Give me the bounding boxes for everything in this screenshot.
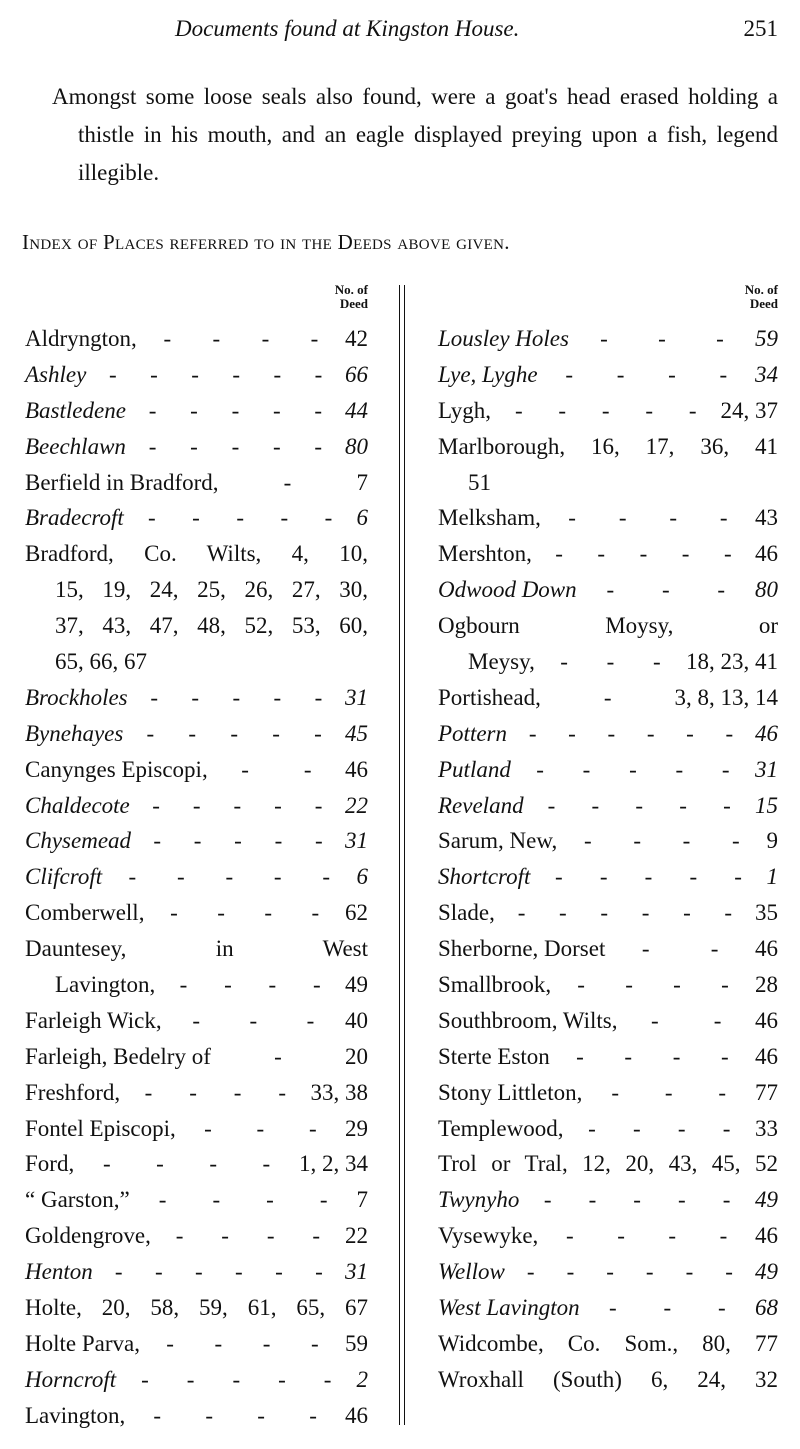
place-name: Sterte Eston: [438, 1043, 550, 1069]
leader-dashes: - -: [241, 756, 312, 782]
leader-dashes: - - - -: [170, 900, 320, 926]
deed-numbers: 46: [755, 720, 778, 746]
deed-numbers: 6: [356, 864, 368, 890]
deed-numbers: 6: [356, 505, 368, 531]
index-entry: [438, 788, 778, 824]
place-name: Canynges Episcopi,: [25, 756, 208, 782]
place-name: Lousley Holes: [438, 326, 569, 351]
leader-dashes: - - - -: [179, 972, 321, 998]
index-entry: [25, 357, 368, 393]
place-name: Comberwell,: [25, 900, 145, 926]
deed-numbers: 24, 37: [720, 397, 778, 423]
index-entry: [438, 895, 778, 931]
deed-numbers: 9: [766, 828, 778, 854]
place-name: Odwood Down: [438, 577, 577, 603]
index-entry: [25, 895, 368, 931]
index-entry: [25, 931, 368, 967]
place-name: Ashley: [25, 361, 87, 387]
index-entry: [25, 1218, 368, 1254]
index-entry: [438, 1218, 778, 1254]
index-entry: [25, 1146, 368, 1182]
leader-dashes: - - - - -: [555, 864, 742, 890]
index-entry: [25, 1362, 368, 1398]
index-entry: [438, 644, 778, 680]
place-name: Ogbourn Moysy, or: [438, 613, 778, 639]
place-name: Ford,: [25, 1151, 75, 1177]
index-entry: [25, 608, 368, 644]
place-name: 37, 43, 47, 48, 52, 53, 60,: [55, 613, 368, 639]
leader-dashes: - - - - - -: [109, 361, 323, 387]
index-entry: [438, 393, 778, 429]
place-name: Chysemead: [25, 828, 132, 854]
deed-numbers: 77: [755, 1079, 778, 1105]
deed-numbers: 2: [356, 1366, 368, 1392]
leader-dashes: - - - - -: [543, 1187, 731, 1213]
place-name: Lygh,: [438, 397, 492, 423]
page-number: 251: [743, 16, 778, 41]
index-entry: [25, 1003, 368, 1039]
place-name: Slade,: [438, 900, 495, 926]
place-name: Chaldecote: [25, 792, 130, 818]
leader-dashes: - - - -: [565, 361, 728, 387]
leader-dashes: - - - - -: [148, 397, 323, 423]
index-entry: [25, 321, 368, 357]
deed-numbers: 28: [755, 972, 778, 998]
leader-dashes: - - - -: [577, 972, 729, 998]
index-entry: [438, 1111, 778, 1147]
deed-numbers: 34: [755, 361, 778, 387]
place-name: Lavington,: [55, 972, 156, 998]
deed-numbers: 22: [345, 792, 368, 818]
leader-dashes: - - - -: [166, 1330, 319, 1356]
index-entry: [438, 859, 778, 895]
place-name: Brockholes: [25, 684, 128, 710]
index-entry: [438, 465, 778, 501]
deed-numbers: 42: [345, 326, 368, 351]
deed-numbers: 66: [345, 361, 368, 387]
index-entry: [25, 788, 368, 824]
index-entry: [25, 716, 368, 752]
index-entry: [25, 967, 368, 1003]
place-name: Henton: [25, 1259, 93, 1285]
deed-numbers: 29: [345, 1115, 368, 1141]
leader-dashes: - - - -: [153, 1402, 317, 1428]
leader-dashes: - - - - - -: [528, 720, 734, 746]
place-name: Mershton,: [438, 541, 532, 567]
leader-dashes: - - - -: [576, 1043, 729, 1069]
index-entry: [25, 1111, 368, 1147]
place-name: Dauntesey, in West: [25, 936, 368, 962]
deed-numbers: 1: [766, 864, 778, 890]
index-entry: [25, 644, 368, 680]
leader-dashes: - - - - -: [141, 1366, 332, 1392]
leader-dashes: - - - - -: [555, 541, 732, 567]
leader-dashes: - - - - -: [536, 756, 730, 782]
place-name: Farleigh, Bedelry of: [25, 1043, 211, 1069]
index-column-left: [25, 283, 368, 1434]
place-name: Vysewyke,: [438, 1223, 539, 1249]
place-name: Sherborne, Dorset: [438, 936, 606, 962]
index-entry: [438, 429, 778, 465]
deed-numbers: 31: [755, 756, 778, 782]
place-name: Templewood,: [438, 1115, 564, 1141]
deed-numbers: 49: [755, 1259, 778, 1285]
leader-dashes: - - - -: [144, 1079, 287, 1105]
place-name: West Lavington: [438, 1295, 580, 1321]
deed-numbers: 15: [755, 792, 778, 818]
index-entry: [25, 823, 368, 859]
index-entry: [438, 500, 778, 536]
deed-numbers: 7: [356, 469, 368, 495]
running-title: Documents found at Kingston House.: [175, 16, 520, 41]
place-name: Bastledene: [25, 397, 126, 423]
deed-numbers: 31: [345, 684, 368, 710]
index-entry: [25, 1290, 368, 1326]
place-name: Beechlawn: [25, 433, 126, 459]
leader-dashes: - - - - -: [148, 505, 333, 531]
index-entry: [438, 1290, 778, 1326]
leader-dashes: - - -: [204, 1115, 317, 1141]
deed-numbers: 7: [356, 1187, 368, 1213]
column-divider: [404, 285, 405, 1425]
index-entry: [25, 680, 368, 716]
place-name: Smallbrook,: [438, 972, 552, 998]
deed-numbers: 40: [345, 1007, 368, 1033]
place-name: Bradecroft: [25, 505, 124, 531]
index-entry: [438, 1326, 778, 1362]
place-name: Wroxhall (South) 6, 24, 32: [438, 1366, 778, 1392]
deed-numbers: 45: [345, 720, 368, 746]
leader-dashes: - - - -: [568, 505, 728, 531]
index-entry: [438, 823, 778, 859]
deed-numbers: 49: [755, 1187, 778, 1213]
leader-dashes: - - -: [609, 1295, 726, 1321]
leader-dashes: - -: [641, 936, 719, 962]
leader-dashes: - - - -: [163, 326, 319, 351]
place-name: Marlborough, 16, 17, 36, 41: [438, 433, 778, 459]
place-name: Southbroom, Wilts,: [438, 1007, 618, 1033]
leader-dashes: - - - - -: [148, 433, 323, 459]
leader-dashes: - - - - -: [514, 397, 697, 423]
place-name: Widcombe, Co. Som., 80, 77: [438, 1330, 778, 1356]
leader-dashes: - - - -: [102, 1151, 271, 1177]
place-name: 65, 66, 67: [55, 649, 147, 675]
place-name: Clifcroft: [25, 864, 103, 890]
leader-dashes: - - -: [560, 649, 661, 675]
place-name: Stony Littleton,: [438, 1079, 583, 1105]
index-entry: [438, 1003, 778, 1039]
index-entry: [25, 1039, 368, 1075]
leader-dashes: - - - -: [175, 1223, 321, 1249]
place-name: Bynehayes: [25, 720, 124, 746]
index-column-right: [438, 283, 778, 1398]
index-entry: [438, 572, 778, 608]
index-entry: [438, 1182, 778, 1218]
place-name: Aldryngton,: [25, 326, 137, 351]
index-entry: [25, 752, 368, 788]
deed-numbers: 59: [755, 326, 778, 351]
leader-dashes: - - - - -: [547, 792, 731, 818]
deed-numbers: 49: [345, 972, 368, 998]
index-entry: [25, 572, 368, 608]
place-name: Twynyho: [438, 1187, 520, 1213]
leader-dashes: - - - - -: [152, 792, 323, 818]
leader-dashes: - - - - -: [153, 828, 323, 854]
deed-numbers: 43: [755, 505, 778, 531]
index-entry: [25, 465, 368, 501]
leader-dashes: - - - -: [584, 828, 740, 854]
index-entry: [438, 357, 778, 393]
deed-numbers: 31: [345, 828, 368, 854]
place-name: Horncroft: [25, 1366, 117, 1392]
leader-dashes: -: [603, 684, 612, 710]
place-name: Wellow: [438, 1259, 505, 1285]
index-entry: [438, 1075, 778, 1111]
place-name: “ Garston,”: [25, 1187, 130, 1213]
index-entry: [25, 1075, 368, 1111]
deed-numbers: 46: [755, 1043, 778, 1069]
leader-dashes: - - - - -: [146, 720, 322, 746]
deed-numbers: 80: [345, 433, 368, 459]
leader-dashes: - - - - - -: [114, 1259, 323, 1285]
place-name: 15, 19, 24, 25, 26, 27, 30,: [55, 577, 368, 603]
leader-dashes: - - - - - -: [517, 900, 733, 926]
place-name: Lavington,: [25, 1402, 126, 1428]
place-name: Bradford, Co. Wilts, 4, 10,: [25, 541, 368, 567]
index-entry: [438, 321, 778, 357]
column-header: No. of Deed: [744, 282, 778, 311]
deed-numbers: 22: [345, 1223, 368, 1249]
leader-dashes: - - -: [606, 577, 726, 603]
index-entry: [438, 716, 778, 752]
deed-numbers: 33: [755, 1115, 778, 1141]
index-entry: [25, 1398, 368, 1434]
index-entry: [25, 500, 368, 536]
seal-paragraph: Amongst some loose seals also found, were a goat's head erased holding a thistle in his mouth, and an eagle displayed preying upon a fish, legend illegible.: [52, 84, 778, 185]
deed-numbers: 46: [755, 936, 778, 962]
place-name: Farleigh Wick,: [25, 1007, 162, 1033]
place-name: Shortcroft: [438, 864, 531, 890]
place-name: Berfield in Bradford,: [25, 469, 219, 495]
place-name: Reveland: [438, 792, 524, 818]
index-entry: [438, 752, 778, 788]
leader-dashes: - - -: [611, 1079, 727, 1105]
deed-numbers: 1, 2, 34: [299, 1151, 368, 1177]
deed-numbers: 46: [755, 1007, 778, 1033]
index-entry: [25, 429, 368, 465]
leader-dashes: - -: [651, 1007, 722, 1033]
index-entry: [438, 680, 778, 716]
leader-dashes: - - -: [600, 326, 724, 351]
place-name: Trol or Tral, 12, 20, 43, 45, 52: [438, 1151, 778, 1177]
place-name: Putland: [438, 756, 511, 782]
deed-numbers: 80: [755, 577, 778, 603]
index-entry: [438, 1254, 778, 1290]
leader-dashes: - - - -: [566, 1223, 728, 1249]
index-entry: [25, 1182, 368, 1218]
leader-dashes: - - - - - -: [526, 1259, 733, 1285]
deed-numbers: 46: [345, 756, 368, 782]
leader-dashes: -: [274, 1043, 282, 1069]
deed-numbers: 44: [345, 397, 368, 423]
deed-numbers: 46: [345, 1402, 368, 1428]
deed-numbers: 68: [755, 1295, 778, 1321]
place-name: Freshford,: [25, 1079, 121, 1105]
index-entry: [438, 536, 778, 572]
deed-numbers: 3, 8, 13, 14: [674, 684, 778, 710]
leader-dashes: - - - -: [158, 1187, 328, 1213]
leader-dashes: -: [283, 469, 292, 495]
deed-numbers: 20: [345, 1043, 368, 1069]
deed-numbers: 59: [345, 1330, 368, 1356]
index-entry: [438, 1362, 778, 1398]
index-entry: [438, 967, 778, 1003]
deed-numbers: 46: [755, 541, 778, 567]
index-entry: [25, 859, 368, 895]
index-entry: [25, 1254, 368, 1290]
place-name: Meysy,: [468, 649, 535, 675]
deed-numbers: 33, 38: [310, 1079, 368, 1105]
index-entry: [25, 393, 368, 429]
deed-numbers: 62: [345, 900, 368, 926]
deed-numbers: 18, 23, 41: [686, 649, 778, 675]
place-name: Sarum, New,: [438, 828, 558, 854]
place-name: Fontel Episcopi,: [25, 1115, 176, 1141]
deed-numbers: 31: [345, 1259, 368, 1285]
deed-numbers: 46: [755, 1223, 778, 1249]
leader-dashes: - - - - -: [128, 864, 331, 890]
place-name: Goldengrove,: [25, 1223, 151, 1249]
place-name: Portishead,: [438, 684, 541, 710]
index-entry: [438, 931, 778, 967]
index-title: Index of Places referred to in the Deeds above given.: [22, 230, 510, 254]
place-name: Lye, Lyghe: [438, 361, 538, 387]
place-name: Holte Parva,: [25, 1330, 140, 1356]
column-divider: [399, 285, 400, 1425]
index-entry: [25, 536, 368, 572]
index-entry: [438, 1146, 778, 1182]
index-entry: [25, 1326, 368, 1362]
index-entry: [438, 1039, 778, 1075]
deed-numbers: 35: [755, 900, 778, 926]
place-name: Holte, 20, 58, 59, 61, 65, 67: [25, 1295, 368, 1321]
index-entry: [438, 608, 778, 644]
leader-dashes: - - - - -: [150, 684, 323, 710]
leader-dashes: - - -: [192, 1007, 315, 1033]
place-name: Pottern: [438, 720, 507, 746]
place-name: Melksham,: [438, 505, 541, 531]
column-header: No. of Deed: [334, 282, 368, 311]
leader-dashes: - - - -: [588, 1115, 731, 1141]
place-name: 51: [468, 469, 491, 495]
